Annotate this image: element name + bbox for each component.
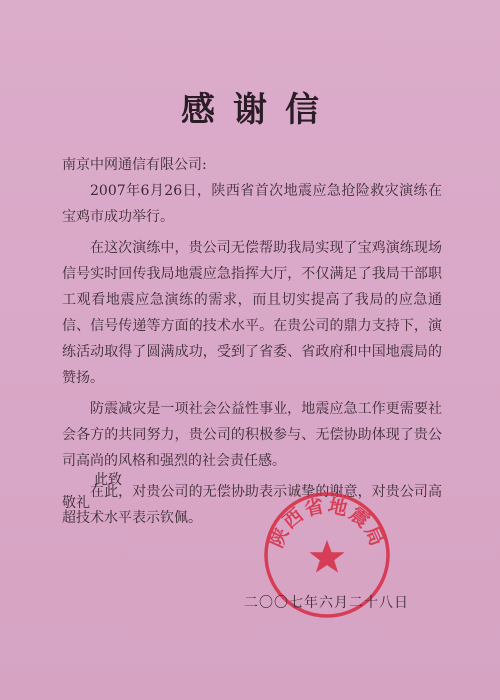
letter-paragraph: 在此，对贵公司的无偿协助表示诚挚的谢意，对贵公司高超技术水平表示钦佩。	[62, 484, 442, 526]
letter-addressee: 南京中网通信有限公司:	[62, 157, 207, 173]
seal-text: 陕西省地震局	[265, 494, 389, 552]
letter-date: 二〇〇七年六月二十八日	[244, 595, 409, 611]
letter-paragraph: 防震减灾是一项社会公益性事业，地震应急工作更需要社会各方的共同努力，贵公司的积极参与、无偿协助体现了贵公司高尚的风格和强烈的社会责任感。	[62, 401, 442, 469]
letter-title: 感谢信	[181, 90, 337, 130]
letter-paragraph: 2007年6月26日，陕西省首次地震应急抢险救灾演练在宝鸡市成功举行。	[62, 183, 442, 225]
seal-star-icon	[309, 540, 344, 573]
letter-closing-line-2: 敬礼	[62, 495, 90, 511]
letter-closing-line-1: 此致	[94, 472, 122, 488]
letter-paragraph: 在这次演练中，贵公司无偿帮助我局实现了宝鸡演练现场信号实时回传我局地震应急指挥大厅，不仅满足了我局干部职工观看地震应急演练的需求，而且切实提高了我局的应急通信、信号传递等方面的技术水平。在贵公司的鼎力支持下，演练活动取得了圆满成功，受到了省委、省政府和中国地震局的赞扬。	[62, 240, 442, 386]
